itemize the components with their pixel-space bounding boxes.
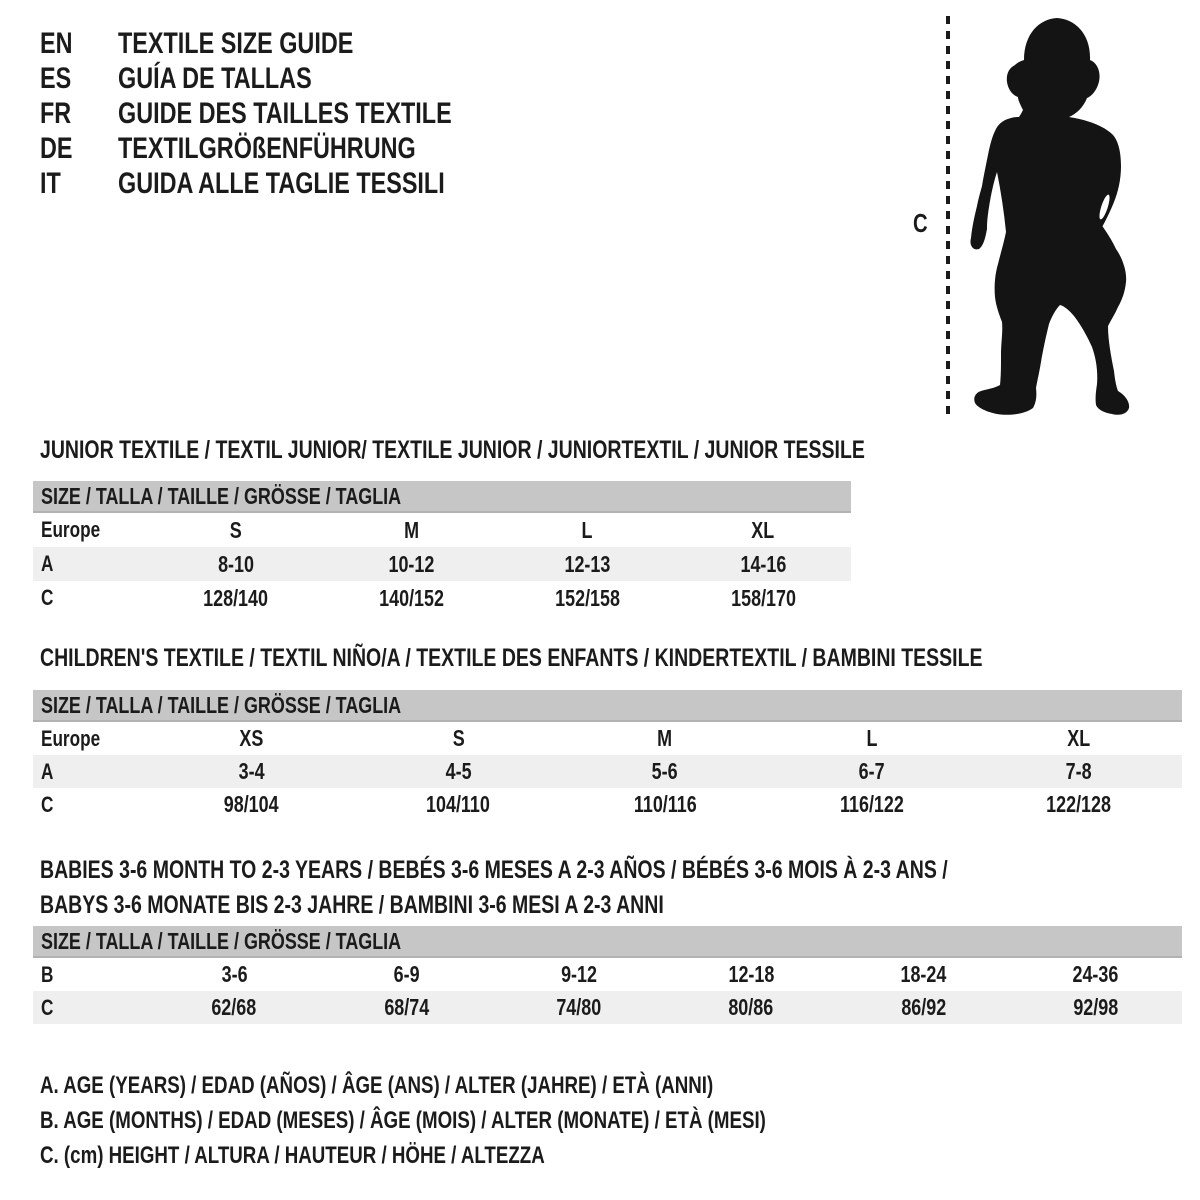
guide-title-de: TEXTILGRÖßENFÜHRUNG xyxy=(118,132,416,165)
height-cell: 92/98 xyxy=(1073,994,1119,1020)
legend xyxy=(40,1068,971,1173)
table-row-height xyxy=(33,581,851,615)
row-label: Europe xyxy=(41,726,101,751)
guide-title-fr: GUIDE DES TAILLES TEXTILE xyxy=(118,97,452,130)
size-cell: M xyxy=(404,517,420,543)
age-cell: 6-9 xyxy=(393,961,420,987)
junior-section-title xyxy=(40,433,1098,468)
height-dashed-line xyxy=(946,16,950,416)
size-cell: L xyxy=(866,725,878,751)
height-cell: 116/122 xyxy=(839,791,904,817)
age-cell: 10-12 xyxy=(388,551,435,577)
table-row-age-years xyxy=(33,547,851,581)
size-cell: S xyxy=(452,725,465,751)
height-cell: 122/128 xyxy=(1046,791,1112,817)
language-code: ES xyxy=(40,62,72,95)
toddler-silhouette xyxy=(955,14,1140,420)
babies-title-line-1: BABIES 3-6 MONTH TO 2-3 YEARS / BEBÉS 3-6 MESES A 2-3 AÑOS / BÉBÉS 3-6 MOIS À 2-3 ANS / xyxy=(40,856,948,884)
babies-section-title xyxy=(40,853,1200,923)
height-cell: 68/74 xyxy=(384,994,429,1020)
height-cell: 86/92 xyxy=(901,994,946,1020)
height-cell: 110/116 xyxy=(633,791,697,817)
row-label: C xyxy=(41,995,54,1020)
size-cell: M xyxy=(657,725,673,751)
language-code: DE xyxy=(40,132,73,165)
size-header-text: SIZE / TALLA / TAILLE / GRÖSSE / TAGLIA xyxy=(41,483,402,509)
size-cell: XS xyxy=(239,725,264,751)
legend-line-height-cm: C. (cm) HEIGHT / ALTURA / HAUTEUR / HÖHE / ALTEZZA xyxy=(40,1142,545,1169)
age-cell: 14-16 xyxy=(740,551,787,577)
row-label: B xyxy=(41,962,54,987)
age-cell: 8-10 xyxy=(217,551,254,577)
size-header-text: SIZE / TALLA / TAILLE / GRÖSSE / TAGLIA xyxy=(41,928,402,954)
guide-title-it: GUIDA ALLE TAGLIE TESSILI xyxy=(118,167,445,200)
row-label: A xyxy=(41,759,54,784)
children-size-table xyxy=(33,690,1182,821)
language-row-it xyxy=(40,166,546,201)
junior-title-text: JUNIOR TEXTILE / TEXTIL JUNIOR/ TEXTILE JUNIOR / JUNIORTEXTIL / JUNIOR TESSILE xyxy=(40,436,865,464)
legend-line-age-months: B. AGE (MONTHS) / EDAD (MESES) / ÂGE (MOIS) / ALTER (MONATE) / ETÀ (MESI) xyxy=(40,1107,766,1134)
children-section-title xyxy=(40,641,1200,676)
table-row-height xyxy=(33,788,1182,821)
table-row-age-months xyxy=(33,958,1182,991)
language-code: FR xyxy=(40,97,72,130)
row-label: C xyxy=(41,792,54,817)
size-header-band xyxy=(33,481,851,513)
height-cell: 98/104 xyxy=(223,791,279,817)
height-cell: 62/68 xyxy=(211,994,257,1020)
table-row-height xyxy=(33,991,1182,1024)
size-header-band xyxy=(33,926,1182,958)
language-row-fr xyxy=(40,96,546,131)
age-cell: 7-8 xyxy=(1065,758,1092,784)
language-row-de xyxy=(40,131,546,166)
height-cell: 128/140 xyxy=(203,585,269,611)
age-cell: 3-4 xyxy=(238,758,265,784)
language-code: IT xyxy=(40,167,61,200)
height-cell: 140/152 xyxy=(379,585,445,611)
language-code: EN xyxy=(40,27,73,60)
height-cell: 152/158 xyxy=(554,585,620,611)
height-cell: 74/80 xyxy=(556,994,602,1020)
height-measure-label: C xyxy=(913,208,928,238)
guide-title-en: TEXTILE SIZE GUIDE xyxy=(118,27,354,60)
row-label: Europe xyxy=(41,517,101,542)
size-cell: XL xyxy=(751,517,775,543)
language-title-block xyxy=(40,26,546,201)
language-row-es xyxy=(40,61,546,96)
row-label: A xyxy=(41,551,54,576)
row-label: C xyxy=(41,585,54,610)
age-cell: 5-6 xyxy=(652,758,678,784)
table-row-age-years xyxy=(33,755,1182,788)
height-cell: 80/86 xyxy=(728,994,774,1020)
junior-size-table xyxy=(33,481,851,615)
size-cell: S xyxy=(229,517,242,543)
language-row-en xyxy=(40,26,546,61)
guide-title-es: GUÍA DE TALLAS xyxy=(118,62,312,95)
babies-title-line-2: BABYS 3-6 MONATE BIS 2-3 JAHRE / BAMBINI 3-6 MESI A 2-3 ANNI xyxy=(40,891,664,919)
table-row-europe xyxy=(33,513,851,547)
size-cell: L xyxy=(581,517,593,543)
age-cell: 9-12 xyxy=(560,961,597,987)
size-header-band xyxy=(33,690,1182,722)
age-cell: 3-6 xyxy=(221,961,248,987)
babies-size-table xyxy=(33,926,1182,1024)
age-cell: 24-36 xyxy=(1072,961,1119,987)
table-row-europe xyxy=(33,722,1182,755)
legend-line-age-years: A. AGE (YEARS) / EDAD (AÑOS) / ÂGE (ANS) / ALTER (JAHRE) / ETÀ (ANNI) xyxy=(40,1072,714,1099)
age-cell: 4-5 xyxy=(445,758,472,784)
size-cell: XL xyxy=(1067,725,1091,751)
age-cell: 18-24 xyxy=(900,961,947,987)
age-cell: 6-7 xyxy=(858,758,885,784)
age-cell: 12-13 xyxy=(564,551,611,577)
height-cell: 104/110 xyxy=(426,791,491,817)
age-cell: 12-18 xyxy=(728,961,775,987)
children-title-text: CHILDREN'S TEXTILE / TEXTIL NIÑO/A / TEXTILE DES ENFANTS / KINDERTEXTIL / BAMBINI TESSILE xyxy=(40,644,983,672)
height-cell: 158/170 xyxy=(730,585,796,611)
size-header-text: SIZE / TALLA / TAILLE / GRÖSSE / TAGLIA xyxy=(41,692,402,718)
